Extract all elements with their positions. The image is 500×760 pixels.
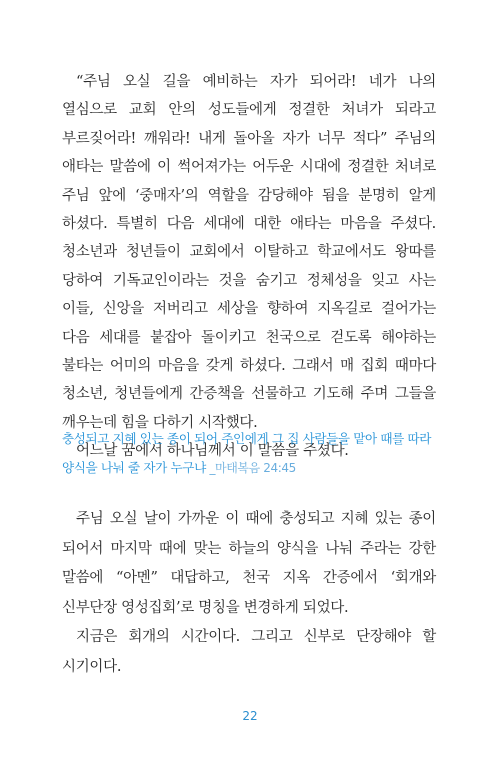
scripture-quote <box>62 424 442 483</box>
paragraph: 지금은 회개의 시간이다. 그리고 신부로 단장해야 할 시기이다. <box>62 629 436 675</box>
paragraph: “주님 오실 길을 예비하는 자가 되어라! 네가 나의 열심으로 교회 안의 성도들에게 정결한 처녀가 되라고 부르짖어라! 깨워라! 내게 돌아올 자가 너무 적다” 주님의 애타는 말씀에 이 썩어져가는 어두운 시대에 정결한 처녀로 주님 앞에 ‘중매자’의 역할을 감당해야 됨을 분명히 알게 하셨다. 특별히 다음 세대에 대한 애타는 마음을 주셨다. 청소년과 청년들이 교회에서 이탈하고 학교에서도 왕따를 당하여 기독교인이라는 것을 숨기고 정체성을 잊고 사는 이들, 신앙을 저버리고 세상을 향하여 지옥길로 걸어가는 다음 세대를 붙잡아 돌이키고 천국으로 걷도록 해야하는 불타는 어미의 마음을 갖게 하셨다. 그래서 매 집회 때마다 청소년, 청년들에게 간증책을 선물하고 기도해 주며 그들을 깨우는데 힘을 다하기 시작했다. <box>62 74 436 431</box>
paragraph: 주님 오실 날이 가까운 이 때에 충성되고 지혜 있는 종이 되어서 마지막 때에 맞는 하늘의 양식을 나눠 주라는 강한 말씀에 “아멘” 대답하고, 천국 지옥 간증에서 ‘회개와 신부단장 영성집회’로 명칭을 변경하게 되었다. <box>62 511 436 616</box>
page-number: 22 <box>242 709 258 723</box>
scripture-reference: _마태복음 24:45 <box>209 461 296 475</box>
scripture-text: 충성되고 지혜 있는 종이 되어 주인에게 그 집 사람들을 맡아 때를 따라 양식을 나눠 줄 자가 누구냐 <box>62 431 432 475</box>
paragraph: 어느날 꿈에서 하나님께서 이 말씀을 주셨다. <box>76 443 349 460</box>
body-text-top <box>62 68 436 466</box>
body-text-bottom <box>62 505 436 682</box>
